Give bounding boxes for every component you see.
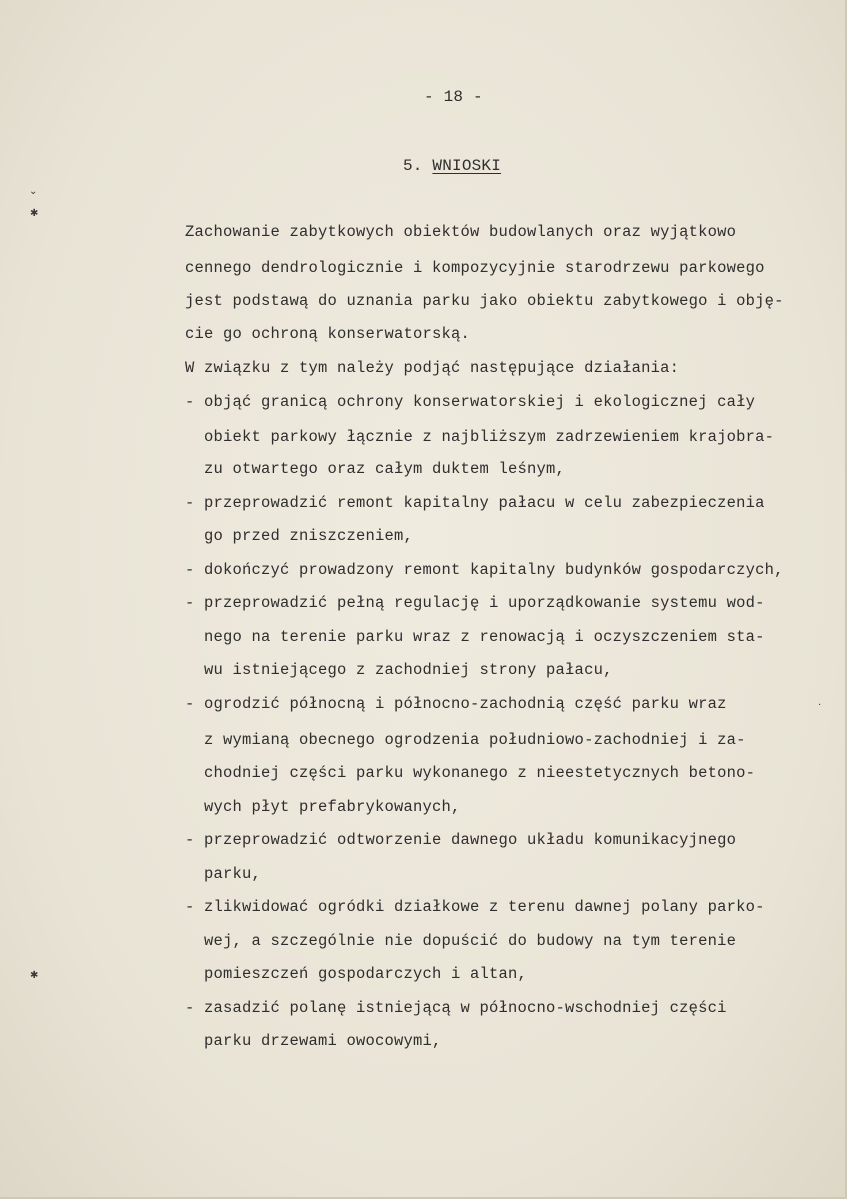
list-item-line: - ogrodzić północną i północno-zachodnią część parku wraz — [185, 695, 727, 713]
list-item-line: wu istniejącego z zachodniej strony pałacu, — [185, 661, 613, 679]
list-item-line: parku drzewami owocowymi, — [185, 1032, 442, 1050]
list-item-line: zu otwartego oraz całym duktem leśnym, — [185, 460, 566, 478]
text-line: cie go ochroną konserwatorską. — [185, 325, 471, 343]
list-item-line: wych płyt prefabrykowanych, — [185, 798, 461, 816]
list-item-line: - zlikwidować ogródki działkowe z terenu dawnej polany parko- — [185, 898, 765, 916]
list-item-line: pomieszczeń gospodarczych i altan, — [185, 965, 528, 983]
list-item-line: obiekt parkowy łącznie z najbliższym zadrzewieniem krajobra- — [185, 428, 775, 446]
list-item-line: - przeprowadzić odtworzenie dawnego układu komunikacyjnego — [185, 831, 737, 849]
list-item-line: chodniej części parku wykonanego z nieestetycznych betono- — [185, 764, 756, 782]
text-line: Zachowanie zabytkowych obiektów budowlanych oraz wyjątkowo — [185, 223, 737, 241]
list-item-line: go przed zniszczeniem, — [185, 527, 414, 545]
list-item-line: z wymianą obecnego ogrodzenia południowo-zachodniej i za- — [185, 731, 746, 749]
list-item-line: nego na terenie parku wraz z renowacją i oczyszczeniem sta- — [185, 628, 765, 646]
list-item-line: parku, — [185, 865, 262, 883]
margin-mark: ✱ — [30, 970, 39, 981]
text-line: W związku z tym należy podjąć następujące działania: — [185, 359, 680, 377]
list-item-line: - objąć granicą ochrony konserwatorskiej i ekologicznej cały — [185, 393, 756, 411]
list-item-line: - przeprowadzić remont kapitalny pałacu w celu zabezpieczenia — [185, 494, 765, 512]
list-item-line: wej, a szczególnie nie dopuścić do budowy na tym terenie — [185, 932, 737, 950]
list-item-line: - przeprowadzić pełną regulację i uporządkowanie systemu wod- — [185, 594, 765, 612]
margin-mark: ✱ — [30, 208, 39, 219]
section-number: 5. — [403, 157, 423, 175]
section-heading — [403, 158, 501, 174]
page-number: - 18 - — [424, 88, 483, 106]
margin-mark: · — [818, 700, 822, 711]
text-line: cennego dendrologicznie i kompozycyjnie starodrzewu parkowego — [185, 259, 765, 277]
list-item-line: - zasadzić polanę istniejącą w północno-wschodniej części — [185, 999, 727, 1017]
margin-mark: ⌄ — [29, 186, 38, 197]
list-item-line: - dokończyć prowadzony remont kapitalny budynków gospodarczych, — [185, 561, 784, 579]
section-title: WNIOSKI — [432, 157, 502, 175]
text-line: jest podstawą do uznania parku jako obiektu zabytkowego i obję- — [185, 292, 784, 310]
